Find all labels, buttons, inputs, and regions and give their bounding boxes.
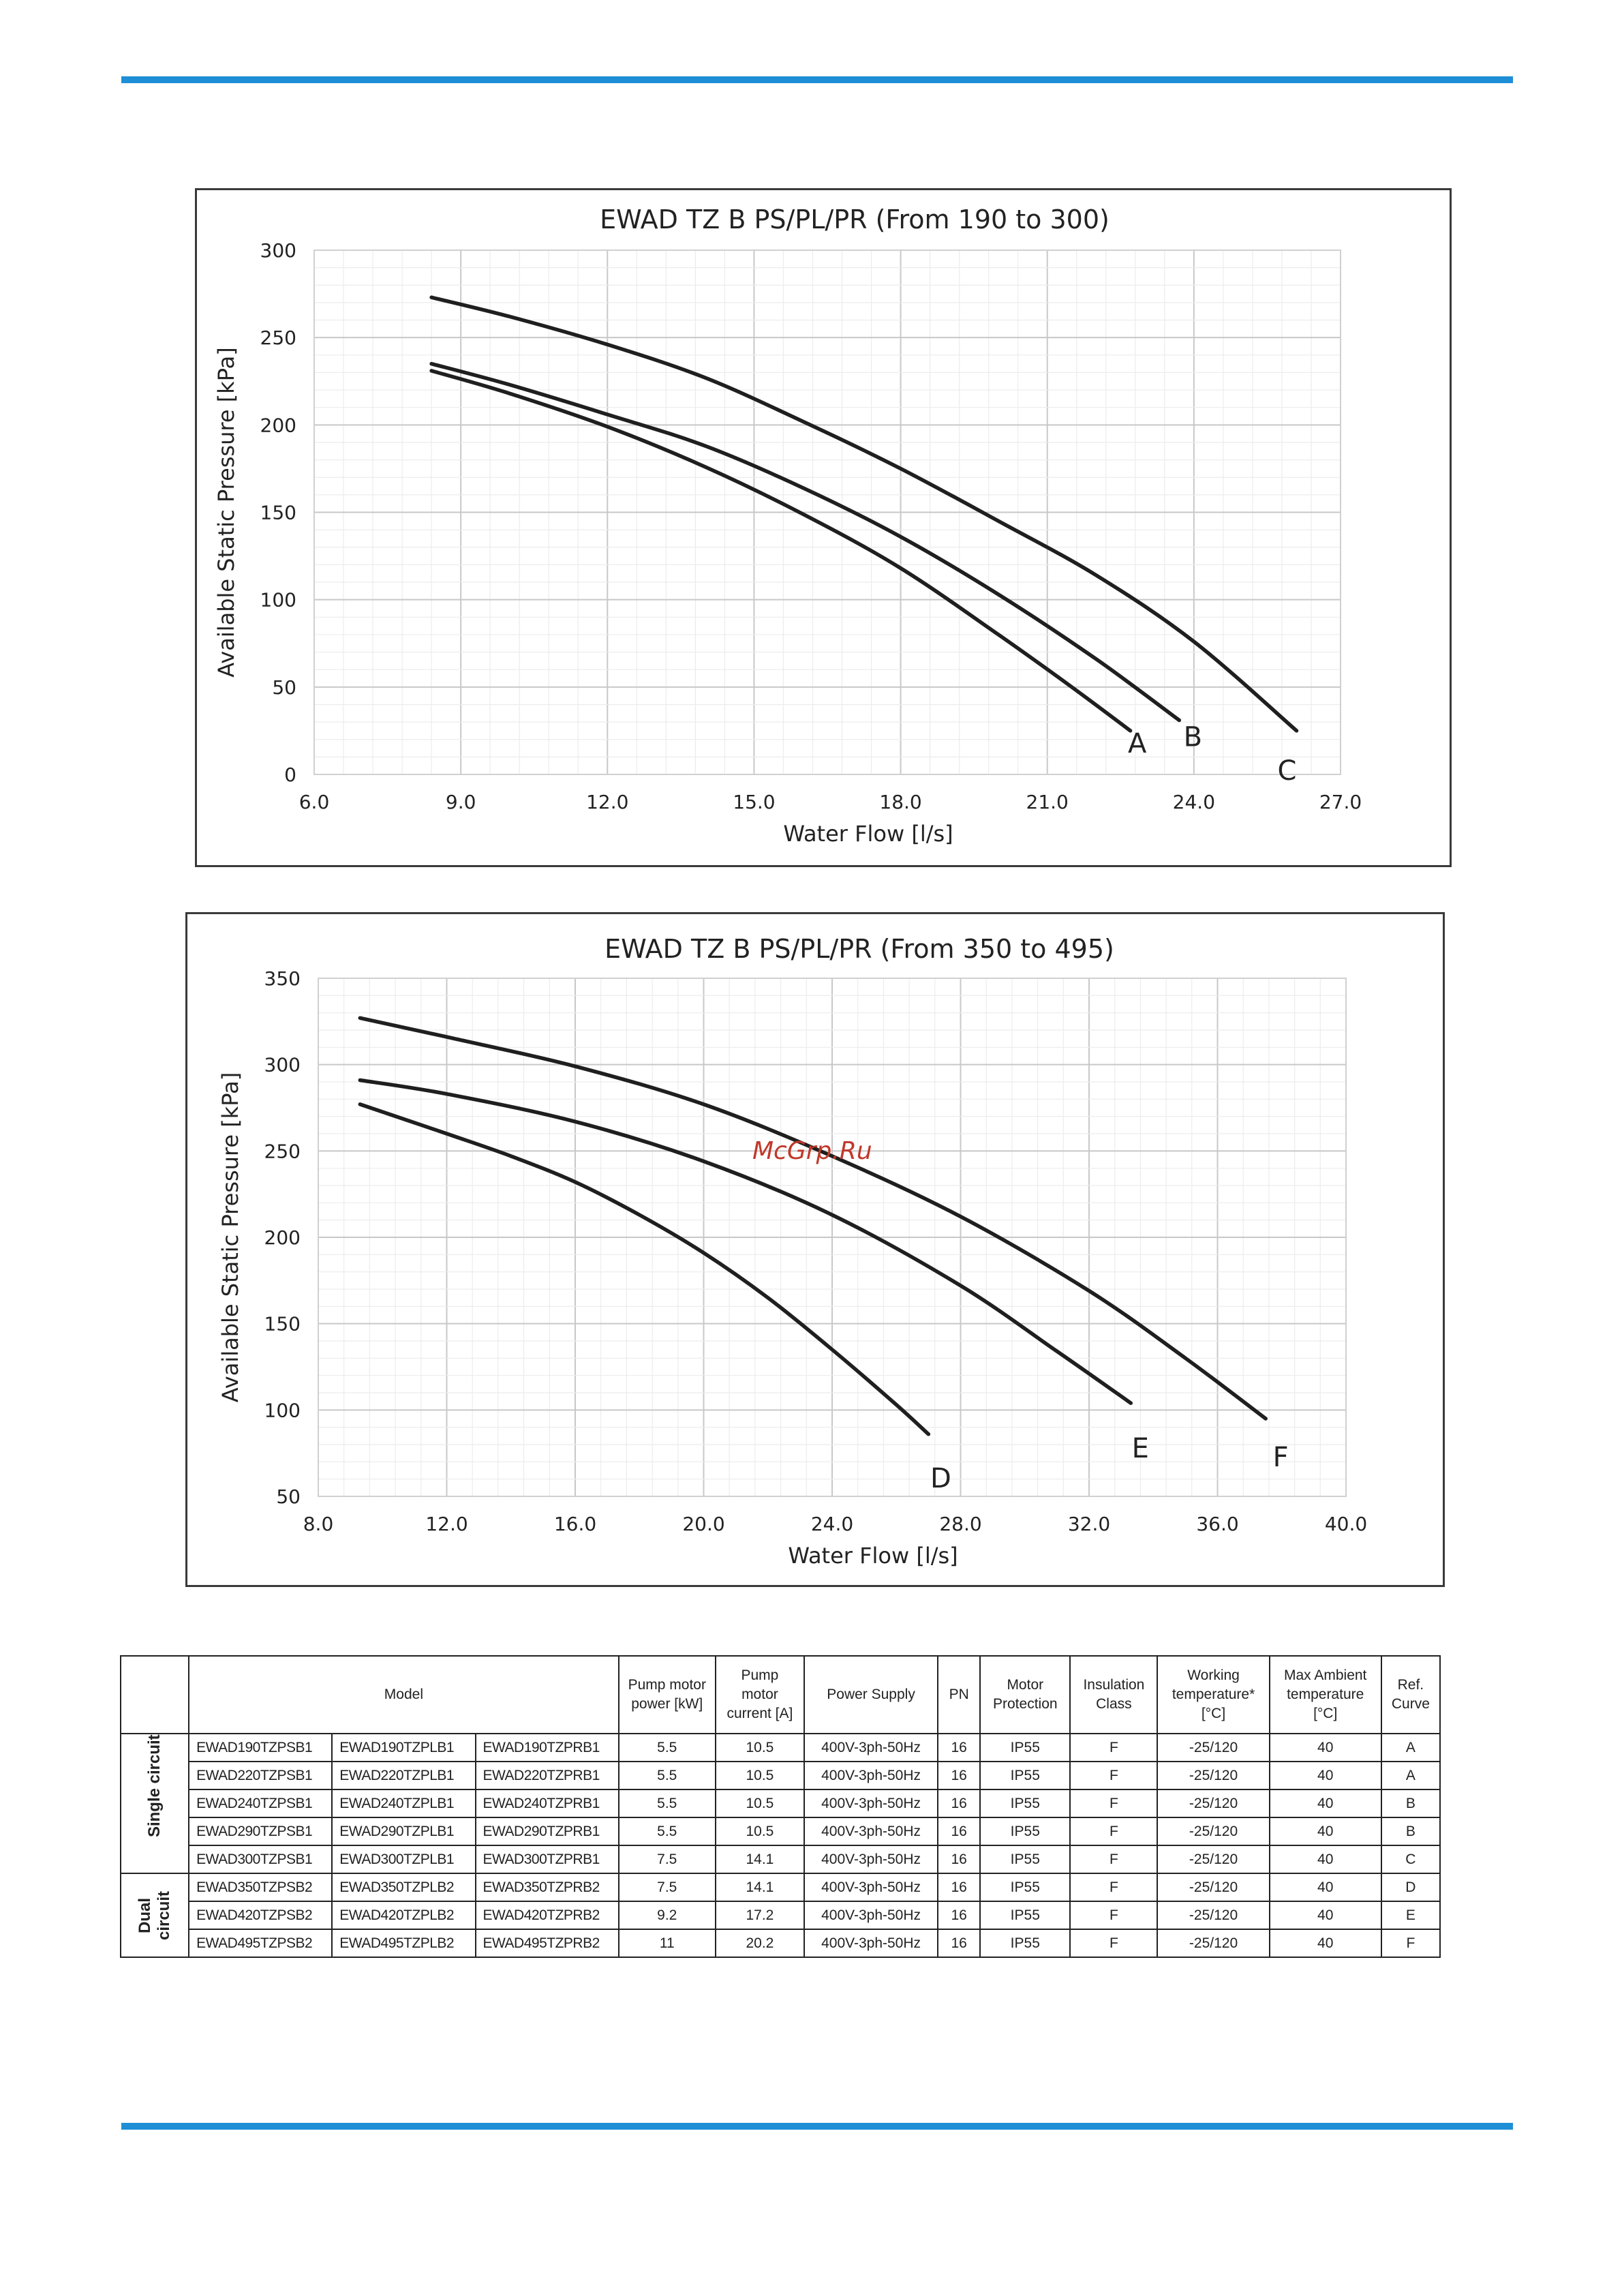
cell-protection: IP55 — [980, 1873, 1070, 1901]
cell-insulation: F — [1070, 1817, 1157, 1845]
curve-b — [431, 364, 1179, 721]
cell-ambient: 40 — [1270, 1845, 1381, 1873]
cell-protection: IP55 — [980, 1901, 1070, 1929]
cell-pn: 16 — [938, 1929, 980, 1957]
header-ref-curve: Ref. Curve — [1381, 1656, 1440, 1734]
cell-ambient: 40 — [1270, 1789, 1381, 1817]
cell-pr: EWAD495TZPRB2 — [476, 1929, 619, 1957]
cell-working: -25/120 — [1157, 1762, 1269, 1789]
curve-label-c: C — [1277, 755, 1297, 787]
cell-pr: EWAD420TZPRB2 — [476, 1901, 619, 1929]
x-tick-label: 16.0 — [553, 1513, 597, 1535]
curve-label-a: A — [1127, 727, 1147, 759]
cell-pn: 16 — [938, 1901, 980, 1929]
cell-supply: 400V-3ph-50Hz — [804, 1845, 938, 1873]
cell-insulation: F — [1070, 1845, 1157, 1873]
x-tick-label: 8.0 — [303, 1513, 334, 1535]
cell-working: -25/120 — [1157, 1929, 1269, 1957]
cell-power: 11 — [619, 1929, 716, 1957]
cell-pn: 16 — [938, 1762, 980, 1789]
cell-current: 14.1 — [716, 1845, 804, 1873]
cell-current: 10.5 — [716, 1734, 804, 1762]
y-tick-label: 250 — [264, 1140, 301, 1163]
cell-insulation: F — [1070, 1762, 1157, 1789]
cell-ambient: 40 — [1270, 1901, 1381, 1929]
cell-supply: 400V-3ph-50Hz — [804, 1929, 938, 1957]
chart-pressure-350-495 — [185, 912, 1445, 1587]
cell-working: -25/120 — [1157, 1789, 1269, 1817]
x-tick-label: 36.0 — [1196, 1513, 1239, 1535]
cell-supply: 400V-3ph-50Hz — [804, 1817, 938, 1845]
table-row — [121, 1789, 1440, 1817]
x-tick-label: 12.0 — [586, 791, 629, 813]
cell-working: -25/120 — [1157, 1817, 1269, 1845]
header-max-ambient-temperature: Max Ambient temperature [°C] — [1270, 1656, 1381, 1734]
cell-pl: EWAD190TZPLB1 — [332, 1734, 475, 1762]
y-tick-label: 100 — [260, 588, 296, 611]
cell-ps: EWAD240TZPSB1 — [189, 1789, 332, 1817]
curve-label-e: E — [1131, 1433, 1149, 1465]
cell-current: 20.2 — [716, 1929, 804, 1957]
cell-pl: EWAD495TZPLB2 — [332, 1929, 475, 1957]
cell-power: 5.5 — [619, 1817, 716, 1845]
cell-curve: B — [1381, 1789, 1440, 1817]
x-tick-label: 20.0 — [682, 1513, 725, 1535]
cell-current: 10.5 — [716, 1762, 804, 1789]
cell-power: 5.5 — [619, 1762, 716, 1789]
cell-curve: A — [1381, 1762, 1440, 1789]
chart-svg-350-495 — [187, 914, 1447, 1589]
cell-ps: EWAD420TZPSB2 — [189, 1901, 332, 1929]
header-working-temperature: Working temperature* [°C] — [1157, 1656, 1269, 1734]
x-tick-label: 12.0 — [425, 1513, 468, 1535]
circuit-group-label: Dual circuit — [136, 1890, 174, 1940]
cell-curve: C — [1381, 1845, 1440, 1873]
cell-ps: EWAD350TZPSB2 — [189, 1873, 332, 1901]
pump-spec-table — [120, 1655, 1441, 1958]
circuit-group-cell — [121, 1873, 189, 1957]
cell-ambient: 40 — [1270, 1762, 1381, 1789]
cell-ps: EWAD290TZPSB1 — [189, 1817, 332, 1845]
cell-pr: EWAD190TZPRB1 — [476, 1734, 619, 1762]
cell-ps: EWAD495TZPSB2 — [189, 1929, 332, 1957]
cell-protection: IP55 — [980, 1762, 1070, 1789]
x-tick-label: 27.0 — [1319, 791, 1362, 813]
x-axis-label: Water Flow [l/s] — [788, 1543, 958, 1569]
cell-ps: EWAD220TZPSB1 — [189, 1762, 332, 1789]
x-tick-label: 15.0 — [733, 791, 776, 813]
x-tick-label: 18.0 — [879, 791, 922, 813]
y-tick-label: 100 — [264, 1399, 301, 1422]
cell-ambient: 40 — [1270, 1734, 1381, 1762]
cell-pn: 16 — [938, 1845, 980, 1873]
cell-insulation: F — [1070, 1929, 1157, 1957]
cell-current: 10.5 — [716, 1817, 804, 1845]
y-tick-label: 350 — [264, 967, 301, 990]
cell-insulation: F — [1070, 1901, 1157, 1929]
cell-supply: 400V-3ph-50Hz — [804, 1734, 938, 1762]
table-row — [121, 1901, 1440, 1929]
cell-pn: 16 — [938, 1734, 980, 1762]
cell-insulation: F — [1070, 1873, 1157, 1901]
cell-protection: IP55 — [980, 1789, 1070, 1817]
cell-current: 14.1 — [716, 1873, 804, 1901]
header-insulation-class: Insulation Class — [1070, 1656, 1157, 1734]
chart-svg-190-300 — [197, 190, 1454, 869]
header-power-supply: Power Supply — [804, 1656, 938, 1734]
curve-c — [431, 297, 1296, 731]
y-tick-label: 0 — [284, 764, 296, 786]
y-tick-label: 50 — [272, 676, 296, 699]
cell-pr: EWAD350TZPRB2 — [476, 1873, 619, 1901]
x-tick-label: 24.0 — [1172, 791, 1216, 813]
cell-pr: EWAD290TZPRB1 — [476, 1817, 619, 1845]
cell-pn: 16 — [938, 1873, 980, 1901]
x-tick-label: 28.0 — [939, 1513, 982, 1535]
cell-curve: B — [1381, 1817, 1440, 1845]
chart-pressure-190-300 — [195, 188, 1452, 867]
cell-protection: IP55 — [980, 1929, 1070, 1957]
cell-power: 7.5 — [619, 1873, 716, 1901]
table-row — [121, 1873, 1440, 1901]
cell-pn: 16 — [938, 1789, 980, 1817]
cell-supply: 400V-3ph-50Hz — [804, 1762, 938, 1789]
y-tick-label: 50 — [276, 1485, 301, 1508]
header-pump-current: Pump motor current [A] — [716, 1656, 804, 1734]
y-axis-label: Available Static Pressure [kPa] — [217, 1072, 243, 1403]
y-axis-label: Available Static Pressure [kPa] — [213, 347, 239, 678]
y-tick-label: 200 — [264, 1226, 301, 1249]
cell-power: 7.5 — [619, 1845, 716, 1873]
curve-label-b: B — [1183, 721, 1203, 753]
table-row — [121, 1845, 1440, 1873]
cell-protection: IP55 — [980, 1734, 1070, 1762]
cell-current: 17.2 — [716, 1901, 804, 1929]
x-tick-label: 6.0 — [299, 791, 330, 813]
cell-curve: D — [1381, 1873, 1440, 1901]
cell-current: 10.5 — [716, 1789, 804, 1817]
cell-protection: IP55 — [980, 1845, 1070, 1873]
y-tick-label: 150 — [260, 501, 296, 524]
top-rule — [121, 76, 1513, 83]
cell-ambient: 40 — [1270, 1817, 1381, 1845]
cell-curve: A — [1381, 1734, 1440, 1762]
x-tick-label: 32.0 — [1067, 1513, 1111, 1535]
cell-curve: F — [1381, 1929, 1440, 1957]
watermark-text: McGrp.Ru — [752, 1137, 872, 1165]
cell-supply: 400V-3ph-50Hz — [804, 1873, 938, 1901]
x-axis-label: Water Flow [l/s] — [783, 821, 953, 847]
cell-power: 5.5 — [619, 1734, 716, 1762]
cell-curve: E — [1381, 1901, 1440, 1929]
y-tick-label: 200 — [260, 414, 296, 437]
cell-pl: EWAD420TZPLB2 — [332, 1901, 475, 1929]
cell-pl: EWAD220TZPLB1 — [332, 1762, 475, 1789]
header-pn: PN — [938, 1656, 980, 1734]
table-row — [121, 1929, 1440, 1957]
curve-label-f: F — [1272, 1442, 1289, 1473]
y-tick-label: 150 — [264, 1312, 301, 1335]
chart-title: EWAD TZ B PS/PL/PR (From 190 to 300) — [600, 205, 1110, 235]
cell-supply: 400V-3ph-50Hz — [804, 1901, 938, 1929]
curve-e — [360, 1081, 1131, 1404]
cell-protection: IP55 — [980, 1817, 1070, 1845]
cell-supply: 400V-3ph-50Hz — [804, 1789, 938, 1817]
cell-pn: 16 — [938, 1817, 980, 1845]
cell-power: 5.5 — [619, 1789, 716, 1817]
chart-title: EWAD TZ B PS/PL/PR (From 350 to 495) — [605, 934, 1114, 964]
cell-pl: EWAD290TZPLB1 — [332, 1817, 475, 1845]
curve-label-d: D — [930, 1462, 951, 1494]
x-tick-label: 24.0 — [810, 1513, 854, 1535]
circuit-group-cell — [121, 1734, 189, 1873]
cell-pl: EWAD300TZPLB1 — [332, 1845, 475, 1873]
cell-pr: EWAD240TZPRB1 — [476, 1789, 619, 1817]
cell-pr: EWAD220TZPRB1 — [476, 1762, 619, 1789]
cell-working: -25/120 — [1157, 1873, 1269, 1901]
cell-ambient: 40 — [1270, 1873, 1381, 1901]
bottom-rule — [121, 2123, 1513, 2130]
cell-power: 9.2 — [619, 1901, 716, 1929]
table-row — [121, 1734, 1440, 1762]
x-tick-label: 9.0 — [445, 791, 476, 813]
table-row — [121, 1817, 1440, 1845]
cell-insulation: F — [1070, 1789, 1157, 1817]
circuit-group-label: Single circuit — [145, 1734, 164, 1837]
cell-ps: EWAD190TZPSB1 — [189, 1734, 332, 1762]
y-tick-label: 300 — [264, 1053, 301, 1076]
cell-insulation: F — [1070, 1734, 1157, 1762]
cell-working: -25/120 — [1157, 1734, 1269, 1762]
header-motor-protection: Motor Protection — [980, 1656, 1070, 1734]
cell-ps: EWAD300TZPSB1 — [189, 1845, 332, 1873]
x-tick-label: 21.0 — [1026, 791, 1069, 813]
y-tick-label: 250 — [260, 327, 296, 350]
x-tick-label: 40.0 — [1324, 1513, 1368, 1535]
cell-working: -25/120 — [1157, 1901, 1269, 1929]
header-model: Model — [189, 1656, 619, 1734]
y-tick-label: 300 — [260, 239, 296, 262]
table-row — [121, 1762, 1440, 1789]
cell-pl: EWAD350TZPLB2 — [332, 1873, 475, 1901]
header-empty-cell — [121, 1656, 189, 1734]
cell-pr: EWAD300TZPRB1 — [476, 1845, 619, 1873]
cell-pl: EWAD240TZPLB1 — [332, 1789, 475, 1817]
cell-working: -25/120 — [1157, 1845, 1269, 1873]
header-pump-power: Pump motor power [kW] — [619, 1656, 716, 1734]
cell-ambient: 40 — [1270, 1929, 1381, 1957]
table-header-row — [121, 1656, 1440, 1734]
